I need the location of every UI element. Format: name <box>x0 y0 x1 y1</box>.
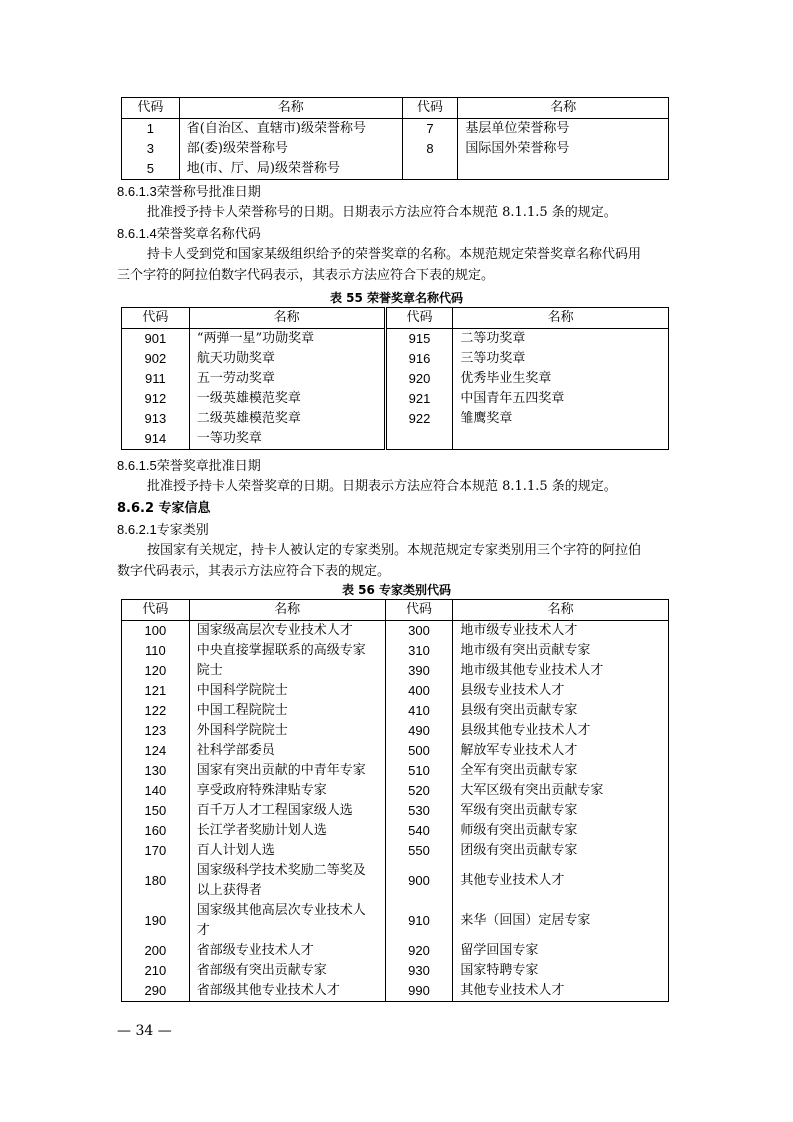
name-cell: 百千万人才工程国家级人选 <box>189 801 385 821</box>
code-cell: 490 <box>385 721 453 741</box>
column-header: 名称 <box>189 308 385 329</box>
code-cell: 5 <box>122 159 180 180</box>
code-cell: 530 <box>385 801 453 821</box>
table-row <box>122 329 669 350</box>
name-cell: 百人计划人选 <box>189 841 385 861</box>
table-row <box>122 701 669 721</box>
code-cell: 913 <box>122 409 190 429</box>
table-row <box>122 801 669 821</box>
heading-8621: 8.6.2.1专家类别 <box>117 522 209 538</box>
name-cell: 国际国外荣誉称号 <box>465 141 570 156</box>
code-cell: 500 <box>385 741 453 761</box>
name-cell: 省部级其他专业技术人才 <box>189 981 385 1002</box>
name-cell: 优秀毕业生奖章 <box>460 371 552 386</box>
code-cell: 1 <box>122 119 180 140</box>
name-cell: 雏鹰奖章 <box>460 411 513 426</box>
name-cell: 军级有突出贡献专家 <box>460 803 578 818</box>
paragraph-8615: 批准授予持卡人荣誉奖章的日期。日期表示方法应符合本规范 8.1.1.5 条的规定。 <box>147 479 617 494</box>
code-cell: 150 <box>122 801 190 821</box>
code-cell: 916 <box>385 349 453 369</box>
table-row <box>122 409 669 429</box>
name-cell: 地(市、厅、局)级荣誉称号 <box>179 159 402 180</box>
code-cell: 510 <box>385 761 453 781</box>
table-55-honor-medal-codes <box>121 307 669 450</box>
heading-8614: 8.6.1.4荣誉奖章名称代码 <box>117 226 261 242</box>
name-cell: 一等功奖章 <box>189 429 385 450</box>
code-cell: 121 <box>122 681 190 701</box>
name-cell: 国家特聘专家 <box>460 963 539 978</box>
name-cell: 地市级专业技术人才 <box>460 623 578 638</box>
name-cell: 来华（回国）定居专家 <box>460 913 591 928</box>
table-row <box>122 841 669 861</box>
name-cell: 二等功奖章 <box>460 331 526 346</box>
name-cell: 留学回国专家 <box>460 943 539 958</box>
code-cell: 310 <box>385 641 453 661</box>
table-row <box>122 119 669 140</box>
name-cell: 省部级有突出贡献专家 <box>189 961 385 981</box>
paragraph-8621-line2: 数字代码表示，其表示方法应符合下表的规定。 <box>117 564 391 579</box>
name-cell: 国家有突出贡献的中青年专家 <box>189 761 385 781</box>
code-cell: 901 <box>122 329 190 350</box>
table-row <box>122 901 669 941</box>
table-row <box>122 761 669 781</box>
name-cell: 省(自治区、直辖市)级荣誉称号 <box>179 119 402 140</box>
paragraph-8614-line2: 三个字符的阿拉伯数字代码表示，其表示方法应符合下表的规定。 <box>117 268 495 283</box>
code-cell: 160 <box>122 821 190 841</box>
code-cell: 922 <box>385 409 453 429</box>
name-cell <box>458 159 669 180</box>
name-cell: 国家级高层次专业技术人才 <box>189 621 385 642</box>
name-cell: 县级有突出贡献专家 <box>460 703 578 718</box>
code-cell: 912 <box>122 389 190 409</box>
name-cell: 地市级有突出贡献专家 <box>460 643 591 658</box>
code-cell: 920 <box>385 369 453 389</box>
code-cell: 170 <box>122 841 190 861</box>
name-cell: 其他专业技术人才 <box>460 873 565 888</box>
page-number: — 34 — <box>117 1023 172 1039</box>
code-cell: 123 <box>122 721 190 741</box>
name-cell: “两弹一星”功勋奖章 <box>189 329 385 350</box>
name-cell: 五一劳动奖章 <box>189 369 385 389</box>
code-cell: 914 <box>122 429 190 450</box>
name-cell: 解放军专业技术人才 <box>460 743 578 758</box>
honor-title-code-table <box>121 97 669 180</box>
name-cell: 享受政府特殊津贴专家 <box>189 781 385 801</box>
column-header: 代码 <box>402 98 458 119</box>
table-row <box>122 661 669 681</box>
column-header: 名称 <box>453 308 669 329</box>
code-cell: 180 <box>122 861 190 901</box>
name-cell: 社科学部委员 <box>189 741 385 761</box>
table-row <box>122 641 669 661</box>
code-cell: 300 <box>385 621 453 642</box>
code-cell: 210 <box>122 961 190 981</box>
heading-862: 8.6.2 专家信息 <box>117 501 211 516</box>
code-cell: 124 <box>122 741 190 761</box>
code-cell: 910 <box>385 901 453 941</box>
code-cell: 120 <box>122 661 190 681</box>
table-row <box>122 821 669 841</box>
name-cell: 长江学者奖励计划人选 <box>189 821 385 841</box>
code-cell: 390 <box>385 661 453 681</box>
heading-8613: 8.6.1.3荣誉称号批准日期 <box>117 184 261 200</box>
table-header-row <box>122 600 669 621</box>
table-row <box>122 429 669 450</box>
code-cell: 8 <box>402 139 458 159</box>
table-row <box>122 861 669 901</box>
paragraph-8621-line1: 按国家有关规定，持卡人被认定的专家类别。本规范规定专家类别用三个字符的阿拉伯 <box>147 543 642 558</box>
name-cell: 院士 <box>189 661 385 681</box>
code-cell: 290 <box>122 981 190 1002</box>
code-cell: 990 <box>385 981 453 1002</box>
table-row <box>122 981 669 1002</box>
name-cell: 县级其他专业技术人才 <box>460 723 591 738</box>
column-header: 代码 <box>122 600 190 621</box>
table-56-expert-category-codes <box>121 599 669 1002</box>
name-cell: 部(委)级荣誉称号 <box>179 139 402 159</box>
code-cell: 140 <box>122 781 190 801</box>
table-row <box>122 961 669 981</box>
code-cell: 7 <box>402 119 458 140</box>
code-cell <box>385 429 453 450</box>
column-header: 代码 <box>385 308 453 329</box>
table-55-caption: 表 55 荣誉奖章名称代码 <box>329 291 464 305</box>
code-cell: 400 <box>385 681 453 701</box>
name-cell: 中国青年五四奖章 <box>460 391 565 406</box>
code-cell: 915 <box>385 329 453 350</box>
table-row <box>122 741 669 761</box>
code-cell: 911 <box>122 369 190 389</box>
table-row <box>122 349 669 369</box>
paragraph-8614-line1: 持卡人受到党和国家某级组织给予的荣誉奖章的名称。本规范规定荣誉奖章名称代码用 <box>147 247 642 262</box>
code-cell: 930 <box>385 961 453 981</box>
column-header: 名称 <box>453 600 669 621</box>
column-header: 名称 <box>458 98 669 119</box>
code-cell: 190 <box>122 901 190 941</box>
table-row <box>122 139 669 159</box>
table-row <box>122 941 669 961</box>
code-cell: 920 <box>385 941 453 961</box>
name-cell: 师级有突出贡献专家 <box>460 823 578 838</box>
table-56-caption: 表 56 专家类别代码 <box>341 583 452 597</box>
column-header: 名称 <box>179 98 402 119</box>
table-row <box>122 781 669 801</box>
name-cell: 县级专业技术人才 <box>460 683 565 698</box>
table-header-row <box>122 308 669 329</box>
name-cell: 二级英雄模范奖章 <box>189 409 385 429</box>
name-cell: 国家级科学技术奖励二等奖及 以上获得者 <box>189 861 385 901</box>
table-row <box>122 681 669 701</box>
column-header: 代码 <box>385 600 453 621</box>
table-row <box>122 621 669 642</box>
name-cell: 省部级专业技术人才 <box>189 941 385 961</box>
code-cell: 902 <box>122 349 190 369</box>
name-cell: 国家级其他高层次专业技术人 才 <box>189 901 385 941</box>
code-cell <box>402 159 458 180</box>
table-row <box>122 369 669 389</box>
code-cell: 900 <box>385 861 453 901</box>
name-cell: 团级有突出贡献专家 <box>460 843 578 858</box>
code-cell: 410 <box>385 701 453 721</box>
name-cell: 三等功奖章 <box>460 351 526 366</box>
code-cell: 130 <box>122 761 190 781</box>
name-cell: 地市级其他专业技术人才 <box>460 663 604 678</box>
code-cell: 122 <box>122 701 190 721</box>
name-cell: 基层单位荣誉称号 <box>465 121 570 136</box>
name-cell <box>453 429 669 450</box>
table-header-row <box>122 98 669 119</box>
table-row <box>122 389 669 409</box>
name-cell: 航天功勋奖章 <box>189 349 385 369</box>
name-cell: 中国工程院院士 <box>189 701 385 721</box>
name-cell: 中国科学院院士 <box>189 681 385 701</box>
heading-8615: 8.6.1.5荣誉奖章批准日期 <box>117 458 261 474</box>
name-cell: 全军有突出贡献专家 <box>460 763 578 778</box>
name-cell: 其他专业技术人才 <box>460 983 565 998</box>
column-header: 代码 <box>122 308 190 329</box>
name-cell: 一级英雄模范奖章 <box>189 389 385 409</box>
code-cell: 921 <box>385 389 453 409</box>
name-cell: 中央直接掌握联系的高级专家 <box>189 641 385 661</box>
table-row <box>122 721 669 741</box>
code-cell: 3 <box>122 139 180 159</box>
column-header: 代码 <box>122 98 180 119</box>
paragraph-8613: 批准授予持卡人荣誉称号的日期。日期表示方法应符合本规范 8.1.1.5 条的规定。 <box>147 205 617 220</box>
code-cell: 100 <box>122 621 190 642</box>
code-cell: 110 <box>122 641 190 661</box>
column-header: 名称 <box>189 600 385 621</box>
code-cell: 200 <box>122 941 190 961</box>
table-row <box>122 159 669 180</box>
code-cell: 540 <box>385 821 453 841</box>
name-cell: 大军区级有突出贡献专家 <box>460 783 604 798</box>
code-cell: 520 <box>385 781 453 801</box>
code-cell: 550 <box>385 841 453 861</box>
name-cell: 外国科学院院士 <box>189 721 385 741</box>
